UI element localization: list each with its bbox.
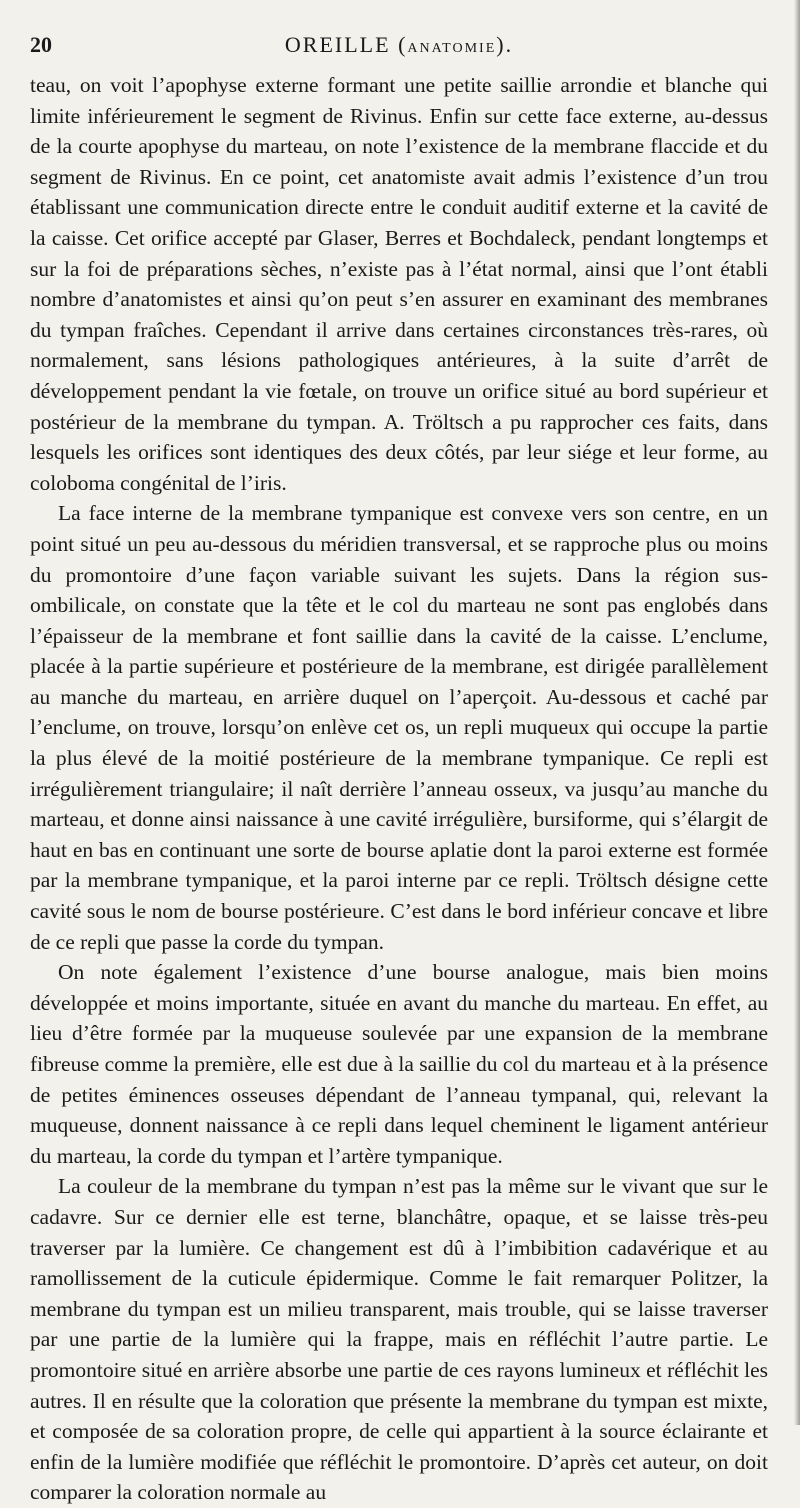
- running-title-paren-close: ).: [496, 32, 514, 57]
- paragraph: teau, on voit l’apophyse externe formant une petite saillie arrondie et blanche qui limite inférieurement le segment de Rivinus. Enfin sur cette face externe, au-dessus de la courte apophyse du marteau, on note l’existence de la membrane flaccide et du segment de Rivinus. En ce point, cet anatomiste avait admis l’existence d’un trou établissant une communication directe entre le conduit auditif externe et la cavité de la caisse. Cet orifice accepté par Glaser, Berres et Bochdaleck, pendant longtemps et sur la foi de préparations sèches, n’existe pas à l’état normal, ainsi que l’ont établi nombre d’anatomistes et ainsi qu’on peut s’en assurer en examinant des membranes du tympan fraîches. Cependant il arrive dans certaines circonstances très-rares, où normalement, sans lésions pathologiques antérieures, à la suite d’arrêt de développement pendant la vie fœtale, on trouve un orifice situé au bord supérieur et postérieur de la membrane du tympan. A. Tröltsch a pu rapprocher ces faits, dans lesquels les orifices sont identiques des deux côtés, par leur siége et leur forme, au coloboma congénital de l’iris.: [30, 73, 768, 495]
- page-number: 20: [30, 32, 52, 57]
- running-title: [30, 32, 768, 58]
- running-title-main: OREILLE: [284, 32, 391, 57]
- paragraph: La face interne de la membrane tympanique est convexe vers son centre, en un point situé un peu au-dessous du méridien transversal, et se rapproche plus ou moins du promontoire d’une façon variable suivant les sujets. Dans la région sus-ombilicale, on constate que la tête et le col du marteau ne sont pas englobés dans l’épaisseur de la membrane et font saillie dans la cavité de la caisse. L’enclume, placée à la partie supérieure et postérieure de la membrane, est dirigée parallèlement au manche du marteau, en arrière duquel on l’aperçoit. Au-dessous et caché par l’enclume, on trouve, lorsqu’on enlève cet os, un repli muqueux qui occupe la partie la plus élevé de la moitié postérieure de la membrane tympanique. Ce repli est irrégulièrement triangulaire; il naît derrière l’anneau osseux, va jusqu’au manche du marteau, et donne ainsi naissance à une cavité irrégulière, bursiforme, qui s’élargit de haut en bas en continuant une sorte de bourse aplatie dont la paroi externe est formée par la membrane tympanique, et la paroi interne par ce repli. Tröltsch désigne cette cavité sous le nom de bourse postérieure. C’est dans le bord inférieur concave et libre de ce repli que passe la corde du tympan.: [30, 501, 768, 954]
- page-edge-shadow: [794, 0, 800, 1425]
- running-title-paren-open: (: [390, 32, 408, 57]
- paragraph: On note également l’existence d’une bourse analogue, mais bien moins développée et moins importante, située en avant du manche du marteau. En effet, au lieu d’être formée par la muqueuse soulevée par une expansion de la membrane fibreuse comme la première, elle est due à la saillie du col du marteau et à la présence de petites éminences osseuses dépendant de l’anneau tympanal, qui, relevant la muqueuse, donnent naissance à ce repli dans lequel cheminent le ligament antérieur du marteau, la corde du tympan et l’artère tympanique.: [30, 960, 768, 1168]
- paragraph: La couleur de la membrane du tympan n’est pas la même sur le vivant que sur le cadavre. Sur ce dernier elle est terne, blanchâtre, opaque, et se laisse très-peu traverser par la lumière. Ce changement est dû à l’imbibition cadavérique et au ramollissement de la cuticule épidermique. Comme le fait remarquer Politzer, la membrane du tympan est un milieu transparent, mais trouble, qui se laisse traverser par une partie de la lumière qui la frappe, mais en réfléchit l’autre partie. Le promontoire situé en arrière absorbe une partie de ces rayons lumineux et réfléchit les autres. Il en résulte que la coloration que présente la membrane du tympan est mixte, et composée de sa coloration propre, de celle qui appartient à la source éclairante et enfin de la lumière modifiée que réfléchit le promontoire. D’après cet auteur, on doit comparer la coloration normale au: [30, 1174, 768, 1505]
- page-header: [30, 30, 768, 70]
- body-text: [30, 70, 768, 1508]
- running-title-sub: ANATOMIE: [407, 41, 497, 56]
